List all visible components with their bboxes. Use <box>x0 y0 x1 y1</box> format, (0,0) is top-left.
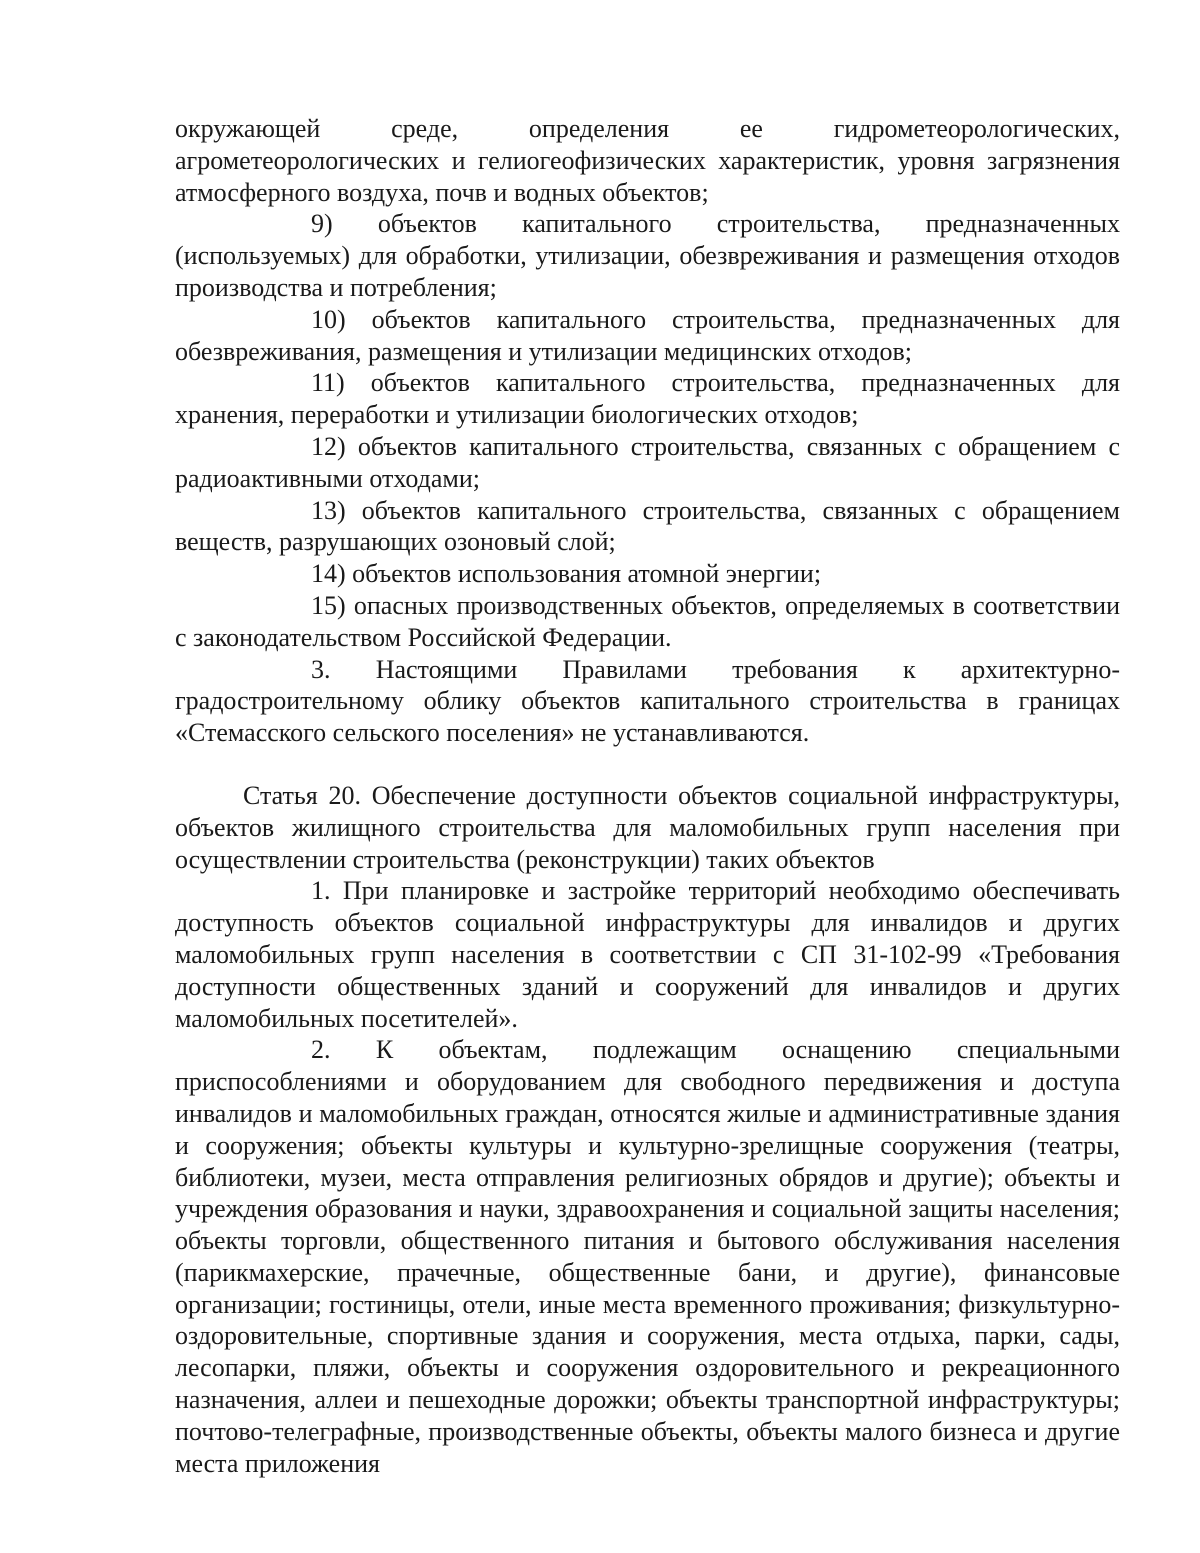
item-number: 11) <box>311 368 345 398</box>
item-number: 12) <box>311 431 346 461</box>
item-number: 10) <box>311 304 346 334</box>
clause-number: 1. <box>311 876 331 906</box>
article-title: Статья 20. Обеспечение доступности объектов социальной инфраструктуры, объектов жилищного строительства для маломобильных групп населения при осуществлении строительства (реконструкции) таких объектов <box>175 780 1120 874</box>
item-number: 9) <box>311 209 333 239</box>
clause-text: К объектам, подлежащим оснащению специальными приспособлениями и оборудованием для свободного передвижения и доступа инвалидов и маломобильных граждан, относятся жилые и административные здания и сооружения; объекты культуры и культурно-зрелищные сооружения (театры, библиотеки, музеи, места отправления религиозных обрядов и другие); объекты и учреждения образования и науки, здравоохранения и социальной защиты населения; объекты торговли, общественного питания и бытового обслуживания населения (парикмахерские, прачечные, общественные бани, и другие), финансовые организации; гостиницы, отели, иные места временного проживания; физкультурно-оздоровительные, спортивные здания и сооружения, места отдыха, парки, сады, лесопарки, пляжи, объекты и сооружения оздоровительного и рекреационного назначения, аллеи и пешеходные дорожки; объекты транспортной инфраструктуры; почтово-телеграфные, производственные объекты, объекты малого бизнеса и другие места приложения <box>175 1035 1121 1478</box>
item-text: объектов капитального строительства, связанных с обращением с радиоактивными отходами; <box>175 431 1121 493</box>
item-text: объектов капитального строительства, предназначенных (используемых) для обработки, утилизации, обезвреживания и размещения отходов производства и потребления; <box>175 209 1120 302</box>
item-text: объектов капитального строительства, предназначенных для обезвреживания, размещения и утилизации медицинских отходов; <box>175 304 1121 366</box>
item-number: 15) <box>311 590 346 620</box>
item-number: 14) <box>311 559 346 589</box>
item-number: 13) <box>311 495 346 525</box>
item-text: объектов использования атомной энергии; <box>352 559 822 589</box>
list-item-12 <box>175 431 1120 495</box>
item-text: опасных производственных объектов, определяемых в соответствии с законодательством Российской Федерации. <box>175 590 1121 652</box>
item-text: объектов капитального строительства, связанных с обращением веществ, разрушающих озоновый слой; <box>175 495 1120 557</box>
list-item-15 <box>175 590 1120 654</box>
clause-text: При планировке и застройке территорий необходимо обеспечивать доступность объектов социальной инфраструктуры для инвалидов и других маломобильных групп населения в соответствии с СП 31-102-99 «Требования доступности общественных зданий и сооружений для инвалидов и других маломобильных посетителей». <box>175 876 1120 1033</box>
paragraph-text: окружающей среде, определения ее гидрометеорологических, агрометеорологических и гелиогеофизических характеристик, уровня загрязнения атмосферного воздуха, почв и водных объектов; <box>175 114 1120 207</box>
clause-text: Настоящими Правилами требования к архитектурно-градостроительному облику объектов капитального строительства в границах «Стемасского сельского поселения» не устанавливаются. <box>175 654 1121 748</box>
clause-3 <box>175 654 1120 749</box>
list-item-11 <box>175 367 1120 431</box>
clause-1 <box>175 875 1120 1034</box>
clause-2 <box>175 1034 1120 1479</box>
article-heading <box>175 780 1120 875</box>
paragraph-continuation <box>175 113 1120 208</box>
clause-number: 3. <box>311 654 331 684</box>
list-item-10 <box>175 304 1120 368</box>
list-item-14 <box>175 558 1120 590</box>
list-item-9 <box>175 208 1120 303</box>
document-body <box>175 113 1120 1479</box>
clause-number: 2. <box>311 1035 331 1065</box>
item-text: объектов капитального строительства, предназначенных для хранения, переработки и утилизации биологических отходов; <box>175 368 1121 430</box>
list-item-13 <box>175 495 1120 559</box>
